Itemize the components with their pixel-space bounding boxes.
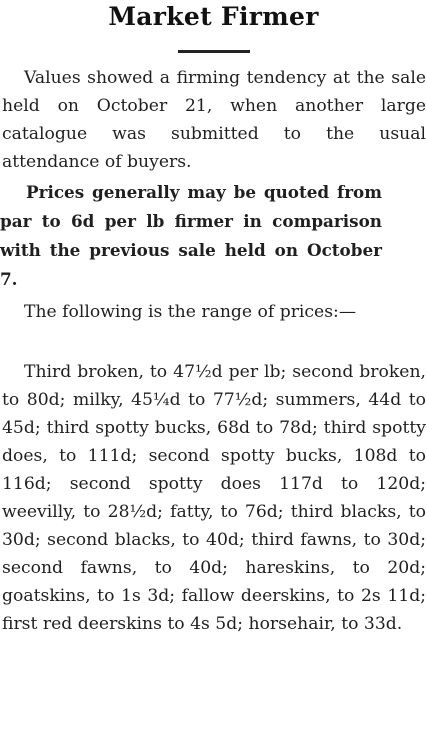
headline: Market Firmer — [108, 2, 319, 31]
headline-rule — [178, 50, 250, 53]
paragraph-intro: Values showed a firming tendency at the sale held on October 21, when another large catalogue was submitted to the usual attendance of buyers. — [2, 68, 426, 172]
paragraph-price-list: Third broken, to 47½d per lb; second broken, to 80d; milky, 45¼d to 77½d; summers, 44d to 45d; third spotty bucks, 68d to 78d; third spotty does, to 111d; second spotty bucks, 108d to 116d; second spotty does 117d to 120d; weevilly, to 28½d; fatty, to 76d; third blacks, to 30d; second blacks, to 40d; third fawns, to 30d; second fawns, to 40d; hareskins, to 20d; goatskins, to 1s 3d; fallow deerskins, to 2s 11d; first red deerskins to 4s 5d; horsehair, to 33d. — [2, 362, 426, 634]
paragraph-price-quote: Prices generally may be quoted from par to 6d per lb firmer in comparison with the previous sale held on October 7. — [0, 182, 382, 289]
paragraph-range-intro: The following is the range of prices:— — [24, 302, 357, 322]
